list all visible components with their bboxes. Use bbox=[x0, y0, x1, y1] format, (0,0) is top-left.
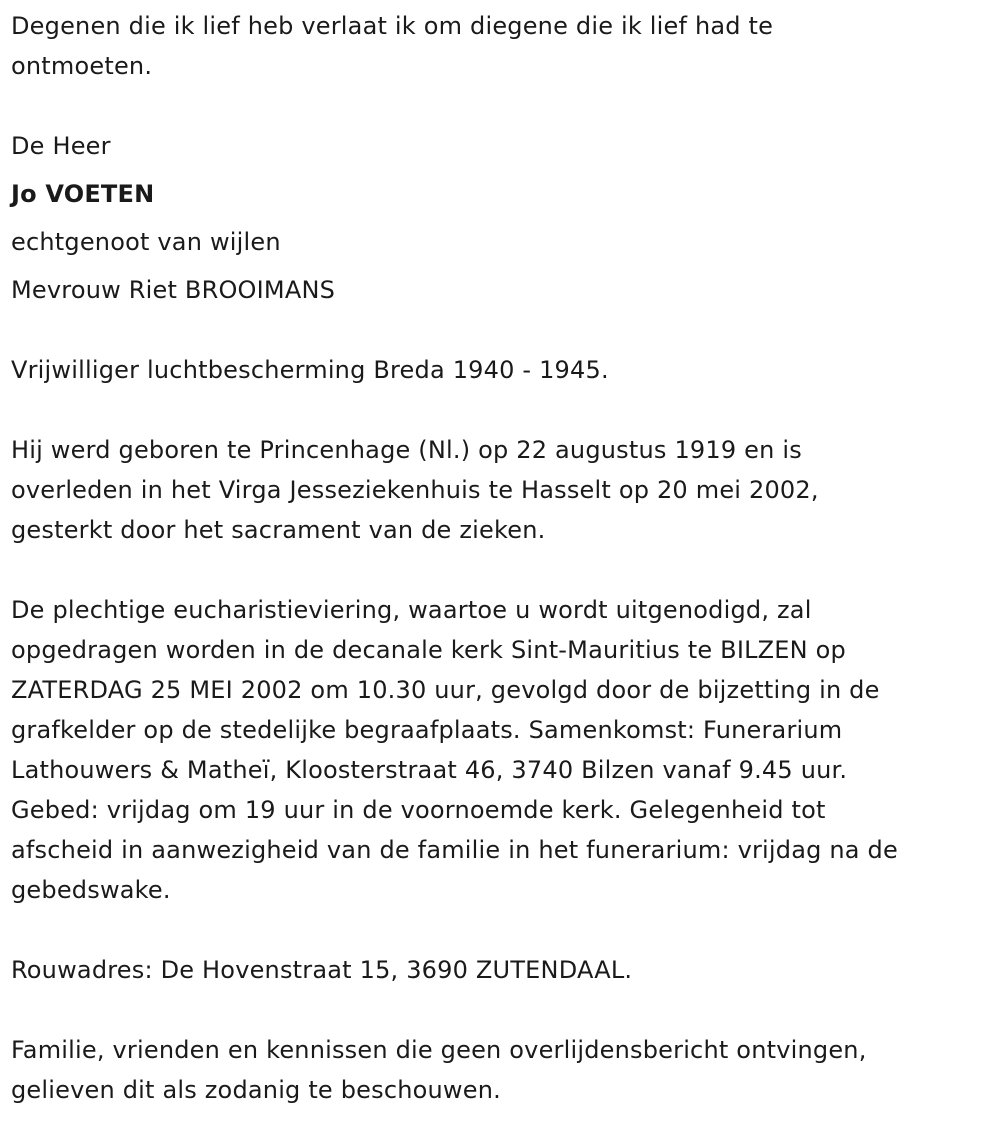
mourning-address: Rouwadres: De Hovenstraat 15, 3690 ZUTENDAAL. bbox=[11, 956, 633, 984]
ceremony-line-3: ZATERDAG 25 MEI 2002 om 10.30 uur, gevolgd door de bijzetting in de bbox=[11, 676, 880, 704]
ceremony-line-2: opgedragen worden in de decanale kerk Sint-Mauritius te BILZEN op bbox=[11, 636, 846, 664]
deceased-title: De Heer bbox=[11, 132, 111, 160]
closing-paragraph bbox=[11, 1030, 986, 1110]
closing-line-1: Familie, vrienden en kennissen die geen overlijdensbericht ontvingen, bbox=[11, 1036, 867, 1064]
ceremony-line-4: grafkelder op de stedelijke begraafplaats. Samenkomst: Funerarium bbox=[11, 716, 843, 744]
motto-paragraph bbox=[11, 6, 986, 86]
ceremony-line-7: afscheid in aanwezigheid van de familie in het funerarium: vrijdag na de bbox=[11, 836, 898, 864]
motto-line-1: Degenen die ik lief heb verlaat ik om diegene die ik lief had te bbox=[11, 12, 774, 40]
closing-line-2: gelieven dit als zodanig te beschouwen. bbox=[11, 1076, 501, 1104]
volunteer-note: Vrijwilliger luchtbescherming Breda 1940 - 1945. bbox=[11, 356, 609, 384]
ceremony-line-6: Gebed: vrijdag om 19 uur in de voornoemde kerk. Gelegenheid tot bbox=[11, 796, 826, 824]
ceremony-line-8: gebedswake. bbox=[11, 876, 171, 904]
birth-death-paragraph bbox=[11, 430, 986, 550]
birth-death-line-1: Hij werd geboren te Princenhage (Nl.) op 22 augustus 1919 en is bbox=[11, 436, 802, 464]
ceremony-paragraph bbox=[11, 590, 986, 910]
birth-death-line-2: overleden in het Virga Jesseziekenhuis te Hasselt op 20 mei 2002, bbox=[11, 476, 819, 504]
ceremony-line-1: De plechtige eucharistieviering, waartoe u wordt uitgenodigd, zal bbox=[11, 596, 812, 624]
ceremony-line-5: Lathouwers & Matheï, Kloosterstraat 46, 3740 Bilzen vanaf 9.45 uur. bbox=[11, 756, 848, 784]
birth-death-line-3: gesterkt door het sacrament van de zieken. bbox=[11, 516, 546, 544]
spouse-name: Mevrouw Riet BROOIMANS bbox=[11, 276, 336, 304]
motto-line-2: ontmoeten. bbox=[11, 52, 153, 80]
deceased-name: Jo VOETEN bbox=[11, 180, 155, 208]
deceased-relation: echtgenoot van wijlen bbox=[11, 228, 281, 256]
